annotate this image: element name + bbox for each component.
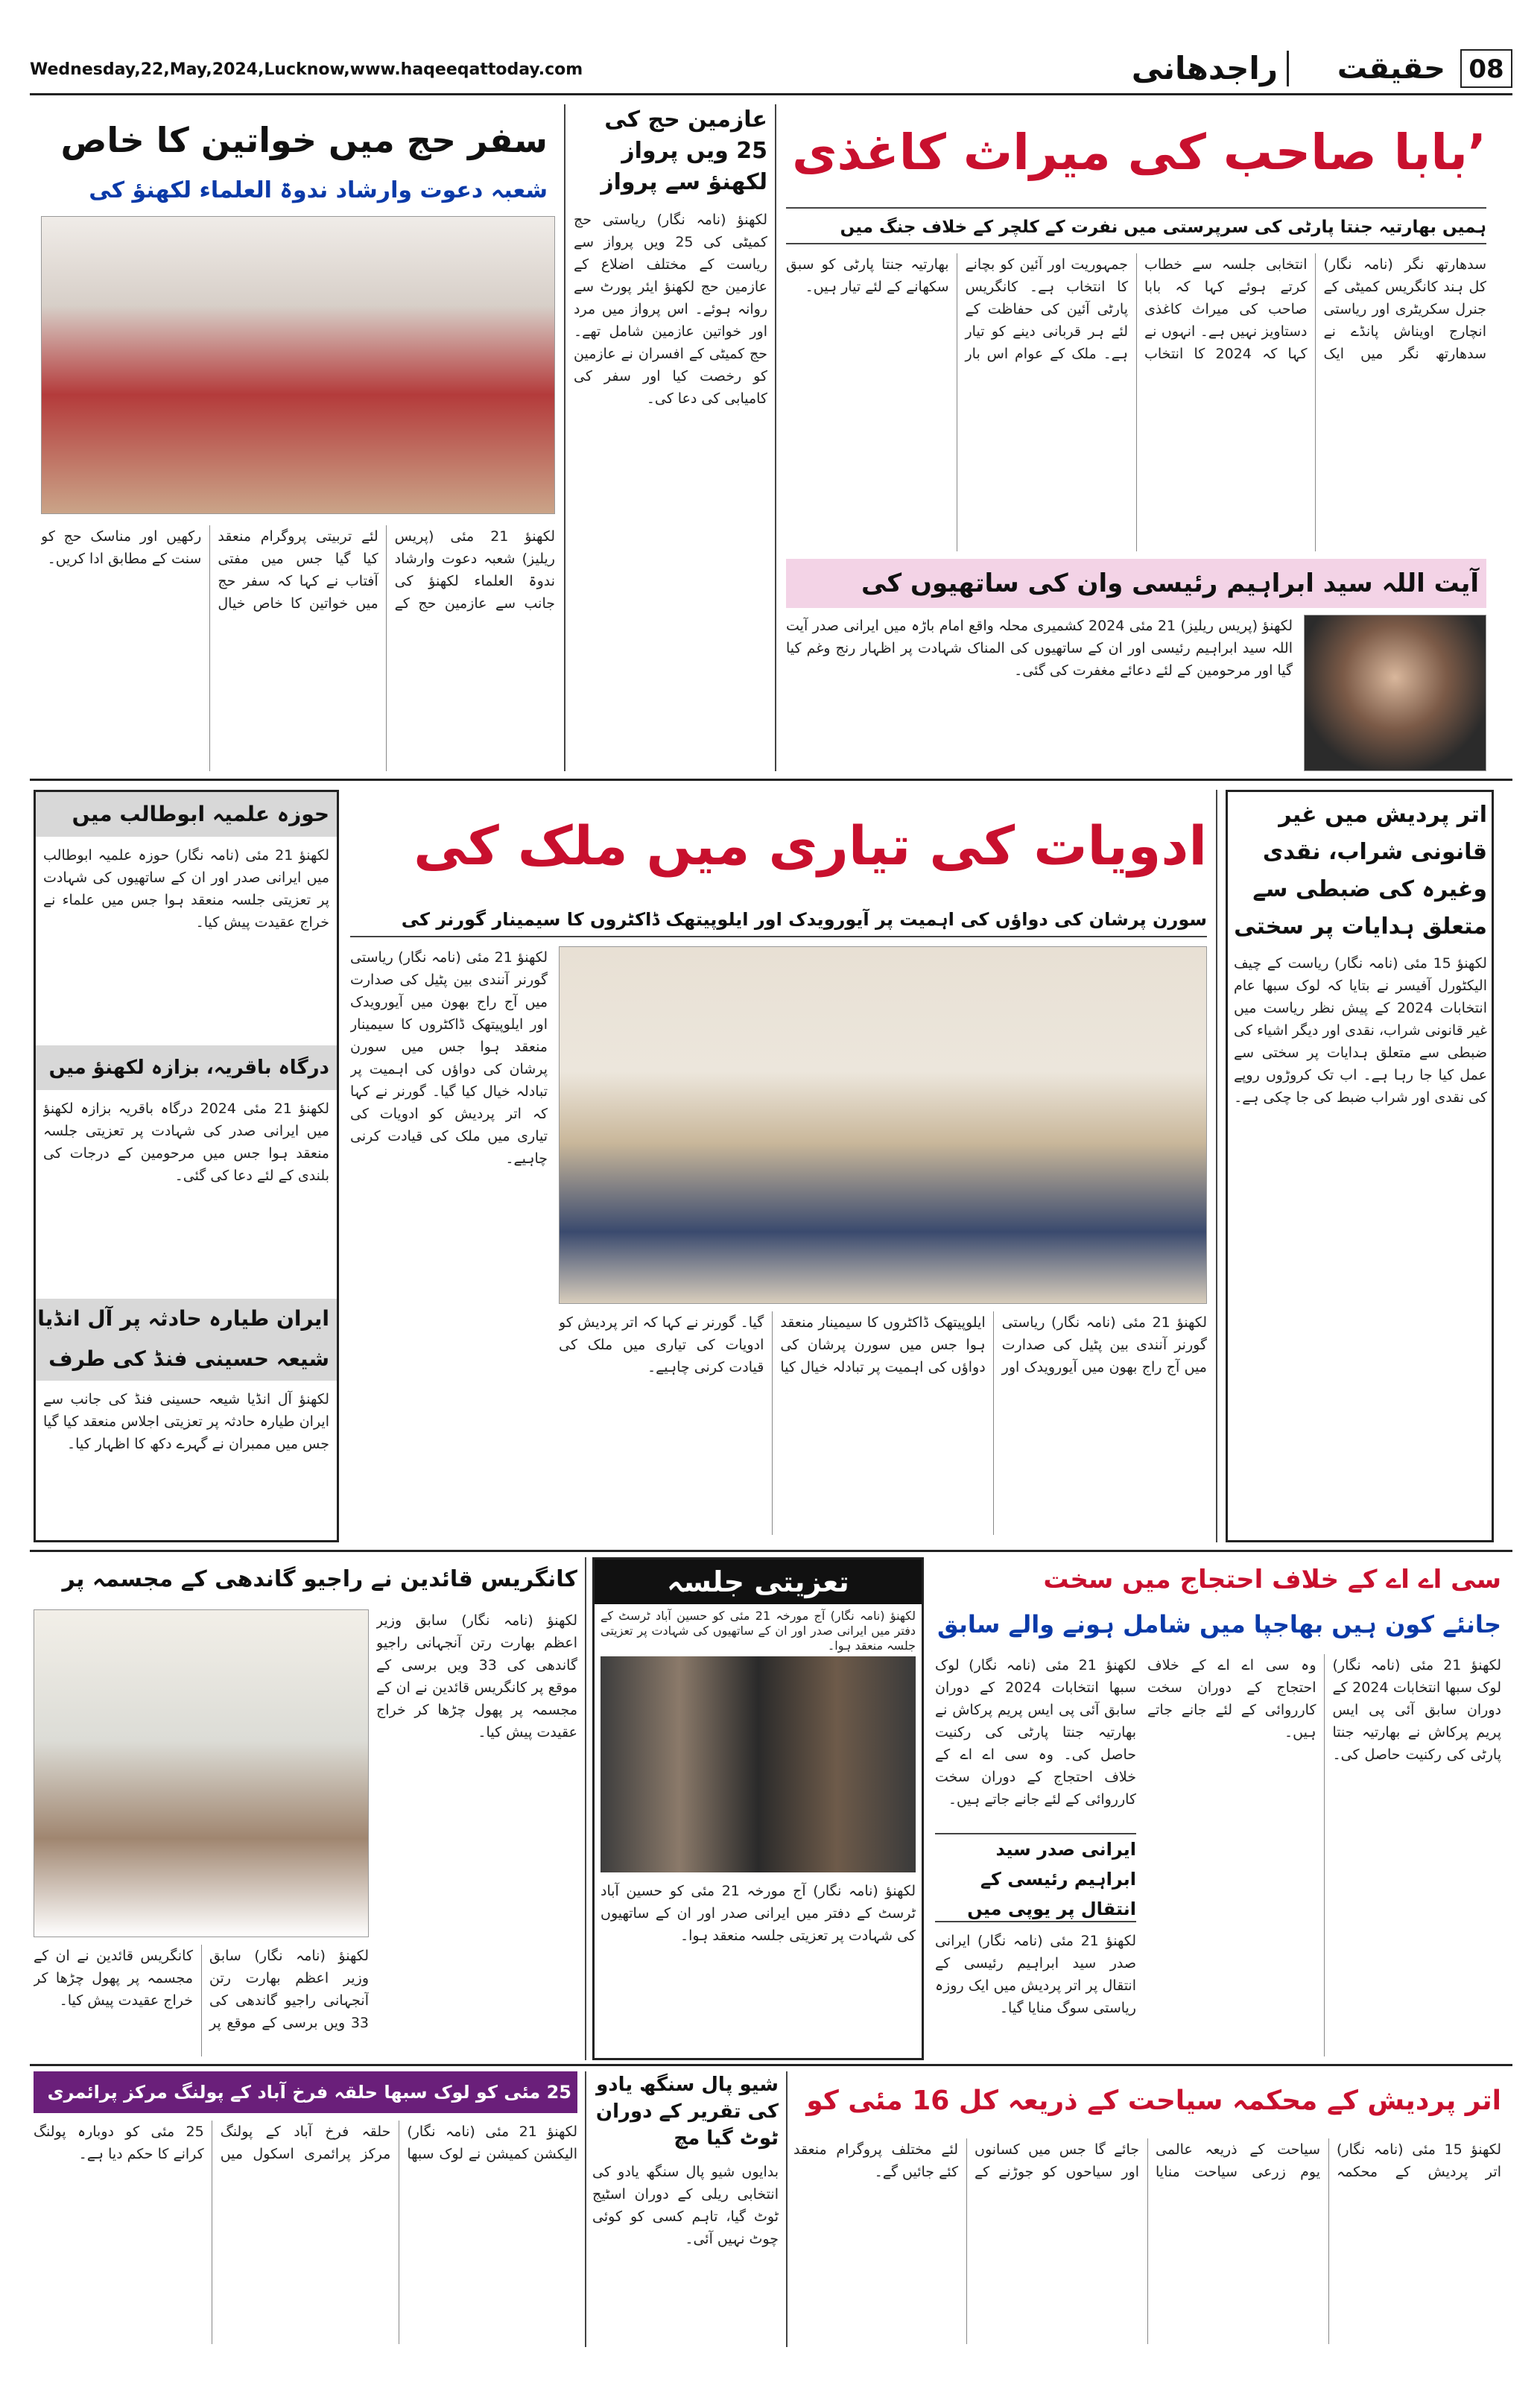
tazeeti-box bbox=[592, 1557, 924, 2060]
caa-subhead: جانئے کون ہیں بھاجپا میں شامل ہونے والے سابق bbox=[937, 1610, 1501, 1638]
polling-body: لکھنؤ 21 مئی (نامہ نگار) الیکشن کمیشن نے لوک سبھا حلقہ فرخ آباد کے پولنگ مرکز پرائمری اسکول میں 25 مئی کو دوبارہ پولنگ کرانے کا حکم دیا ہے۔ bbox=[34, 2124, 577, 2162]
hawza-headline: حوزہ علمیہ ابوطالب میں bbox=[36, 792, 337, 837]
safar-hajj-body: لکھنؤ 21 مئی (پریس ریلیز) شعبہ دعوت وارشاد ندوۃ العلماء لکھنؤ کی جانب سے عازمین حج کے لئے تربیتی پروگرام منعقد کیا گیا جس میں مفتی آفتاب نے کہا کہ سفر حج میں خواتین کا خاص خیال رکھیں اور مناسک حج کو سنت کے مطابق ادا کریں۔ bbox=[41, 528, 555, 612]
liquor-box bbox=[1226, 790, 1494, 1542]
col-rule-3 bbox=[1216, 790, 1217, 1542]
section-rule-2 bbox=[30, 1550, 1512, 1552]
section-title: راجدھانی bbox=[1131, 50, 1278, 86]
medicine-body-left: لکھنؤ 21 مئی (نامہ نگار) ریاستی گورنر آنندی بین پٹیل کی صدارت میں آج راج بھون میں آیورویدک اور ایلوپیتھک ڈاکٹروں کا سیمینار منعقد ہوا جس میں سورن پرشان کی دواؤں کی اہمیت پر تبادلہ خیال کیا گیا۔ گورنر نے کہا کہ اتر پردیش کو ادویات کی تیاری میں ملک کی قیادت کرنی چاہیے۔ bbox=[350, 949, 548, 1167]
hawza-box bbox=[34, 790, 339, 1542]
section-rule-1 bbox=[30, 779, 1512, 781]
iran-plane-headline: ایران طیارہ حادثہ پر آل انڈیا شیعہ حسینی فنڈ کی طرف bbox=[36, 1299, 337, 1381]
caa-headline: سی اے اے کے خلاف احتجاج میں سخت bbox=[1043, 1565, 1501, 1595]
masthead-logo: حقیقت bbox=[1337, 51, 1445, 86]
hawza-body: لکھنؤ 21 مئی (نامہ نگار) حوزہ علمیہ ابوطالب میں ایرانی صدر اور ان کے ساتھیوں کی شہادت پر تعزیتی جلسہ منعقد ہوا جس میں علماء نے خراج عقیدت پیش کیا۔ bbox=[43, 847, 329, 931]
liquor-headline: اتر پردیش میں غیر قانونی شراب، نقدی وغیرہ کی ضبطی سے متعلق ہدایات پر سختی bbox=[1234, 802, 1487, 940]
header-divider bbox=[1287, 51, 1289, 86]
babasaheb-subhead: ہمیں بھارتیہ جنتا پارٹی کی سرپرستی میں نفرت کے کلچر کے خلاف جنگ میں bbox=[786, 207, 1486, 244]
tazeeti-body: لکھنؤ (نامہ نگار) آج مورخہ 21 مئی کو حسین آباد ٹرسٹ کے دفتر میں ایرانی صدر اور ان کے ساتھیوں کی شہادت پر تعزیتی جلسہ منعقد ہوا۔ bbox=[601, 1883, 916, 1944]
liquor-body: لکھنؤ 15 مئی (نامہ نگار) ریاست کے چیف الیکٹورل آفیسر نے بتایا کہ لوک سبھا عام انتخابات 2024 کے پیش نظر ریاست میں غیر قانونی شراب، نقدی اور دیگر اشیاء کی ضبطی سے متعلق ہدایات پر سختی سے عمل کیا جا رہا ہے۔ اب تک کروڑوں روپے کی نقدی اور شراب ضبط کی جا چکی ہے۔ bbox=[1234, 955, 1487, 1106]
congress-headline: کانگریس قائدین نے راجیو گاندھی کے مجسمہ پر bbox=[62, 1566, 577, 1592]
raisi-body: لکھنؤ (پریس ریلیز) 21 مئی 2024 کشمیری محلہ واقع امام باڑہ میں ایرانی صدر آیت اللہ سید ابراہیم رئیسی اور ان کے ساتھیوں کی المناک شہادت پر اظہار رنج وغم کیا گیا اور مرحومین کے لئے دعائے مغفرت کی گئی۔ bbox=[786, 618, 1293, 679]
polling-headline: 25 مئی کو لوک سبھا حلقہ فرخ آباد کے پولنگ مرکز پرائمری bbox=[34, 2071, 577, 2113]
section-rule-3 bbox=[30, 2064, 1512, 2066]
caa-body-left: لکھنؤ 21 مئی (نامہ نگار) لوک سبھا انتخابات 2024 کے دوران سابق آئی پی ایس پریم پرکاش نے بھارتیہ جنتا پارٹی کی رکنیت حاصل کی۔ وہ سی اے اے کے خلاف احتجاج کے دوران سخت کارروائی کے لئے جانے جاتے ہیں۔ bbox=[935, 1657, 1136, 1808]
tourism-headline: اتر پردیش کے محکمہ سیاحت کے ذریعہ کل 16 مئی کو bbox=[806, 2086, 1501, 2116]
medicine-body-bottom: لکھنؤ 21 مئی (نامہ نگار) ریاستی گورنر آنندی بین پٹیل کی صدارت میں آج راج بھون میں آیورویدک اور ایلوپیتھک ڈاکٹروں کا سیمینار منعقد ہوا جس میں سورن پرشان کی دواؤں کی اہمیت پر تبادلہ خیال کیا گیا۔ گورنر نے کہا کہ اتر پردیش کو ادویات کی تیاری میں ملک کی قیادت کرنی چاہیے۔ bbox=[559, 1314, 1207, 1375]
hajj-flight-body: لکھنؤ (نامہ نگار) ریاستی حج کمیٹی کی 25 ویں پرواز سے ریاست کے مختلف اضلاع کے عازمین حج لکھنؤ ایئر پورٹ سے روانہ ہوئے۔ اس پرواز میں مرد اور خواتین عازمین شامل تھے۔ حج کمیٹی کے افسران نے عازمین کو رخصت کیا اور سفر کی کامیابی کی دعا کی۔ bbox=[574, 212, 767, 407]
caa-body: لکھنؤ 21 مئی (نامہ نگار) لوک سبھا انتخابات 2024 کے دوران سابق آئی پی ایس پریم پرکاش نے بھارتیہ جنتا پارٹی کی رکنیت حاصل کی۔ وہ سی اے اے کے خلاف احتجاج کے دوران سخت کارروائی کے لئے جانے جاتے ہیں۔ bbox=[1147, 1657, 1501, 1763]
tazeeti-headline: تعزیتی جلسہ bbox=[595, 1559, 922, 1604]
raisi-headline: آیت اللہ سید ابراہیم رئیسی وان کی ساتھیوں کی bbox=[786, 559, 1486, 608]
babasaheb-headline: ’بابا صاحب کی میراث کاغذی bbox=[792, 124, 1486, 181]
shivpal-headline: شیو پال سنگھ یادو کی تقریر کے دوران ٹوٹ گیا مچ bbox=[595, 2074, 779, 2150]
congress-tribute-photo bbox=[34, 1609, 369, 1937]
medicine-headline: ادویات کی تیاری میں ملک کی bbox=[413, 814, 1207, 877]
dargah-headline: درگاہ باقریہ، بزازہ لکھنؤ میں bbox=[36, 1045, 337, 1090]
congress-body: لکھنؤ (نامہ نگار) سابق وزیر اعظم بھارت رتن آنجہانی راجیو گاندھی کی 33 ویں برسی کے موقع پر کانگریس قائدین نے ان کے مجسمہ پر پھول چڑھا کر خراج عقیدت پیش کیا۔ bbox=[376, 1612, 577, 1741]
medicine-subhead: سورن پرشان کی دواؤں کی اہمیت پر آیورویدک اور ایلوپیتھک ڈاکٹروں کا سیمینار گورنر کی bbox=[350, 902, 1207, 937]
dateline: Wednesday,22,May,2024,Lucknow,www.haqeeqattoday.com bbox=[30, 60, 583, 79]
hajj-flight-headline: عازمین حج کی 25 ویں پرواز لکھنؤ سے پرواز bbox=[601, 107, 767, 195]
tazeeti-intro: لکھنؤ (نامہ نگار) آج مورخہ 21 مئی کو حسین آباد ٹرسٹ کے دفتر میں ایرانی صدر اور ان کے ساتھیوں کی شہادت پر تعزیتی جلسہ منعقد ہوا۔ bbox=[601, 1609, 916, 1653]
congress-body-bottom: لکھنؤ (نامہ نگار) سابق وزیر اعظم بھارت رتن آنجہانی راجیو گاندھی کی 33 ویں برسی کے موقع پر کانگریس قائدین نے ان کے مجسمہ پر پھول چڑھا کر خراج عقیدت پیش کیا۔ bbox=[34, 1948, 369, 2031]
safar-hajj-subhead: شعبہ دعوت وارشاد ندوۃ العلماء لکھنؤ کی bbox=[89, 177, 548, 203]
babasaheb-body: سدھارتھ نگر (نامہ نگار) کل ہند کانگریس کمیٹی کے جنرل سکریٹری اور ریاستی انچارج اویناش پانڈے نے سدھارتھ نگر میں ایک انتخابی جلسہ سے خطاب کرتے ہوئے کہا کہ بابا صاحب کی میراث کاغذی دستاویز نہیں ہے۔ انہوں نے کہا کہ 2024 کا انتخاب جمہوریت اور آئین کو بچانے کا انتخاب ہے۔ کانگریس پارٹی آئین کی حفاظت کے لئے ہر قربانی دینے کو تیار ہے۔ ملک کے عوام اس بار بھارتیہ جنتا پارٹی کو سبق سکھانے کے لئے تیار ہیں۔ bbox=[786, 256, 1486, 362]
raisi-cleric-photo bbox=[1304, 615, 1486, 771]
col-rule-2 bbox=[775, 104, 776, 771]
page-number: 08 bbox=[1460, 49, 1512, 88]
leaders-portraits-photo bbox=[601, 1656, 916, 1872]
seminar-meeting-photo bbox=[559, 946, 1207, 1304]
dargah-body: لکھنؤ 21 مئی 2024 درگاہ باقریہ بزازہ لکھنؤ میں ایرانی صدر کی شہادت پر تعزیتی جلسہ منعقد ہوا جس میں مرحومین کے درجات کی بلندی کے لئے دعا کی گئی۔ bbox=[43, 1101, 329, 1184]
col-rule-5 bbox=[585, 2071, 586, 2347]
col-rule-1 bbox=[564, 104, 565, 771]
iran-mourning-body: لکھنؤ 21 مئی (نامہ نگار) ایرانی صدر سید ابراہیم رئیسی کے انتقال پر اتر پردیش میں ایک روزہ ریاستی سوگ منایا گیا۔ bbox=[935, 1933, 1136, 2016]
col-rule-6 bbox=[786, 2071, 788, 2347]
shivpal-body: بدایوں شیو پال سنگھ یادو کی انتخابی ریلی کے دوران اسٹیج ٹوٹ گیا، تاہم کسی کو کوئی چوٹ نہیں آئی۔ bbox=[592, 2164, 779, 2247]
iran-mourning-headline: ایرانی صدر سید ابراہیم رئیسی کے انتقال پر یوپی میں bbox=[935, 1833, 1136, 1922]
header-bar bbox=[30, 43, 1512, 95]
col-rule-4 bbox=[585, 1557, 586, 2060]
safar-hajj-headline: سفر حج میں خواتین کا خاص bbox=[60, 120, 548, 160]
iran-plane-body: لکھنؤ آل انڈیا شیعہ حسینی فنڈ کی جانب سے ایران طیارہ حادثہ پر تعزیتی اجلاس منعقد کیا گیا جس میں ممبران نے گہرے دکھ کا اظہار کیا۔ bbox=[43, 1391, 329, 1452]
hajj-training-photo bbox=[41, 216, 555, 514]
tourism-body: لکھنؤ 15 مئی (نامہ نگار) اتر پردیش کے محکمہ سیاحت کے ذریعہ عالمی یوم زرعی سیاحت منایا جائے گا جس میں کسانوں اور سیاحوں کو جوڑنے کے لئے مختلف پروگرام منعقد کئے جائیں گے۔ bbox=[793, 2141, 1501, 2180]
